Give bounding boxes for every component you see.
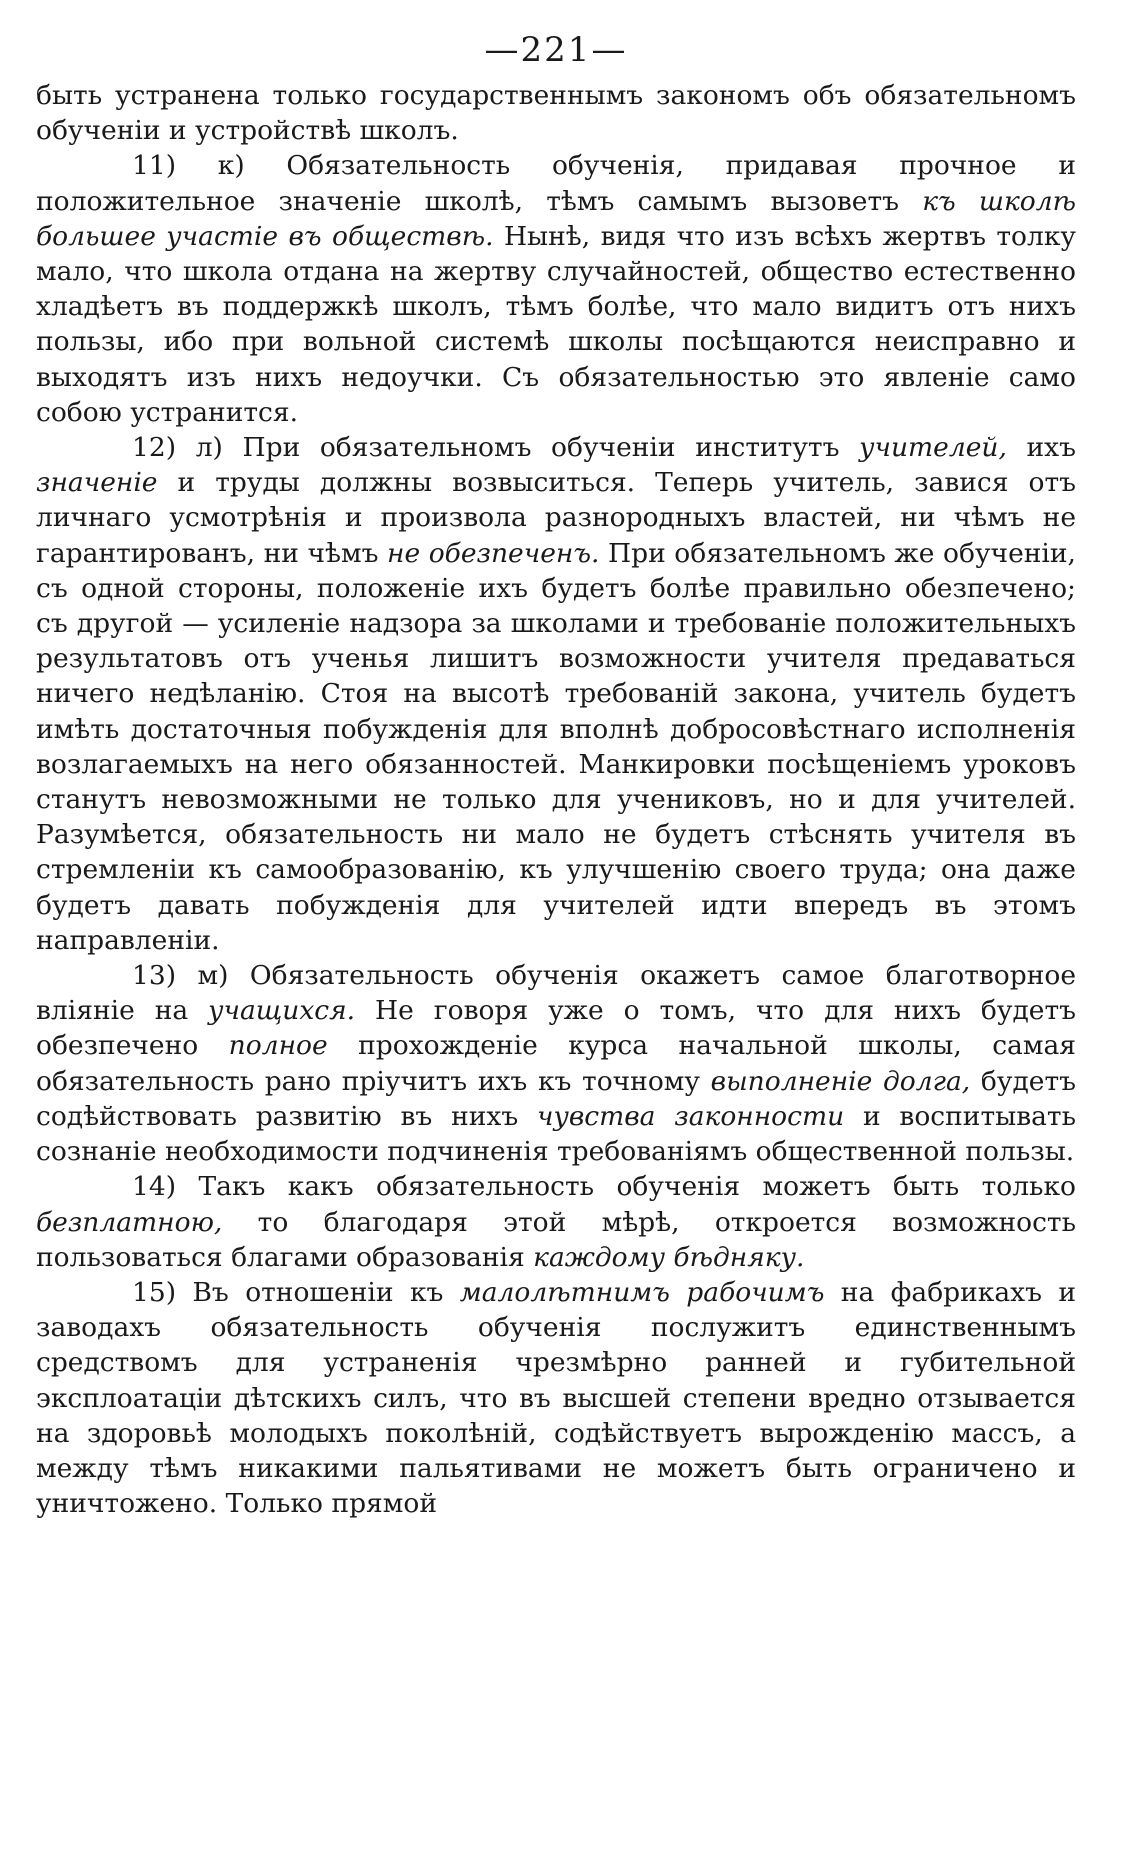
italic-phrase: значеніе [36,467,158,499]
text-run: При обязательномъ же обученіи, съ одной стороны, положеніе ихъ будетъ болѣе правильно обезпечено; съ другой — усиленіе надзора за школами и требованіе положительныхъ результатовъ отъ ученья лишитъ возможности учителя предаваться ничего недѣланію. Стоя на высотѣ требованій закона, учитель будетъ имѣть достаточныя побужденія для вполнѣ добросовѣстнаго исполненія возлагаемыхъ на него обязанностей. Манкировки посѣщеніемъ уроковъ станутъ невозможными не только для учениковъ, но и для учителей. Разумѣется, обязательность ни мало не будетъ стѣснять учителя въ стремленіи къ самообразованію, къ улучшенію своего труда; она даже будетъ давать побужденія для учителей идти впередъ въ этомъ направленіи. [36,537,1076,956]
text-run: быть устранена только государственнымъ закономъ объ обязательномъ обученіи и устройствѣ школъ. [36,80,1076,147]
italic-phrase: чувства законности [536,1100,845,1132]
text-run: 15) Въ отношеніи къ [132,1276,460,1308]
text-run: то благодаря этой мѣрѣ, откроется возможность пользоваться благами образованія [36,1206,1076,1273]
text-run: прохожденіе курса начальной школы, самая обязательность рано пріучитъ ихъ къ точному [36,1030,1076,1097]
paragraph-14 [36,1169,1076,1275]
text-run: 11) к) Обязательность обученія, придавая прочное и положительное значеніе школѣ, тѣмъ самымъ вызоветъ [36,150,1076,217]
paragraph-15 [36,1275,1076,1521]
body-text [36,78,1076,1521]
paragraph-11 [36,148,1076,430]
document-page [36,30,1076,1830]
paragraph-continuation [36,78,1076,148]
italic-phrase: полное [228,1030,328,1062]
page-number: —221— [484,30,628,70]
paragraph-12 [36,430,1076,958]
italic-phrase: учащихся. [208,995,356,1027]
italic-phrase: учителей, [859,432,1007,464]
text-run: будетъ содѣйствовать развитію въ нихъ [36,1065,1076,1132]
paragraph-13 [36,958,1076,1169]
italic-phrase: безплатною, [36,1206,223,1238]
italic-phrase: не обезпеченъ. [387,537,600,569]
text-run: Нынѣ, видя что изъ всѣхъ жертвъ толку мало, что школа отдана на жертву случайностей, общество естественно хладѣетъ въ поддержкѣ школъ, тѣмъ болѣе, что мало видитъ отъ нихъ пользы, ибо при вольной системѣ школы посѣщаются неисправно и выходятъ изъ нихъ недоучки. Съ обязательностью это явленіе само собою устранится. [36,220,1076,428]
italic-phrase: каждому бѣдняку. [533,1241,805,1273]
text-run: 12) л) При обязательномъ обученіи институтъ [132,432,860,464]
text-run: и воспитывать сознаніе необходимости подчиненія требованіямъ общественной пользы. [36,1100,1077,1168]
text-run: 13) м) Обязательность обученія окажетъ самое благотворное вліяніе на [36,960,1076,1027]
text-run: Не говоря уже о томъ, что для нихъ будетъ обезпечено [36,995,1076,1062]
text-run: на фабрикахъ и заводахъ обязательность обученія послужитъ единственнымъ средствомъ для устраненія чрезмѣрно ранней и губительной эксплоатаціи дѣтскихъ силъ, что въ высшей степени вредно отзывается на здоровьѣ молодыхъ поколѣній, содѣйствуетъ вырожденію массъ, а между тѣмъ никакими пальятивами не можетъ быть ограничено и уничтожено. Только прямой [36,1276,1076,1520]
text-run: ихъ [1006,432,1076,464]
text-run: и труды должны возвыситься. Теперь учитель, завися отъ личнаго усмотрѣнія и произвола разнородныхъ властей, ни чѣмъ не гарантированъ, ни чѣмъ [36,467,1076,569]
italic-phrase: къ школѣ большее участіе въ обществѣ. [36,185,1076,252]
text-run: 14) Такъ какъ обязательность обученія можетъ быть только [132,1171,1076,1203]
italic-phrase: малолѣтнимъ рабочимъ [459,1276,825,1308]
italic-phrase: выполненіе долга, [710,1065,971,1097]
